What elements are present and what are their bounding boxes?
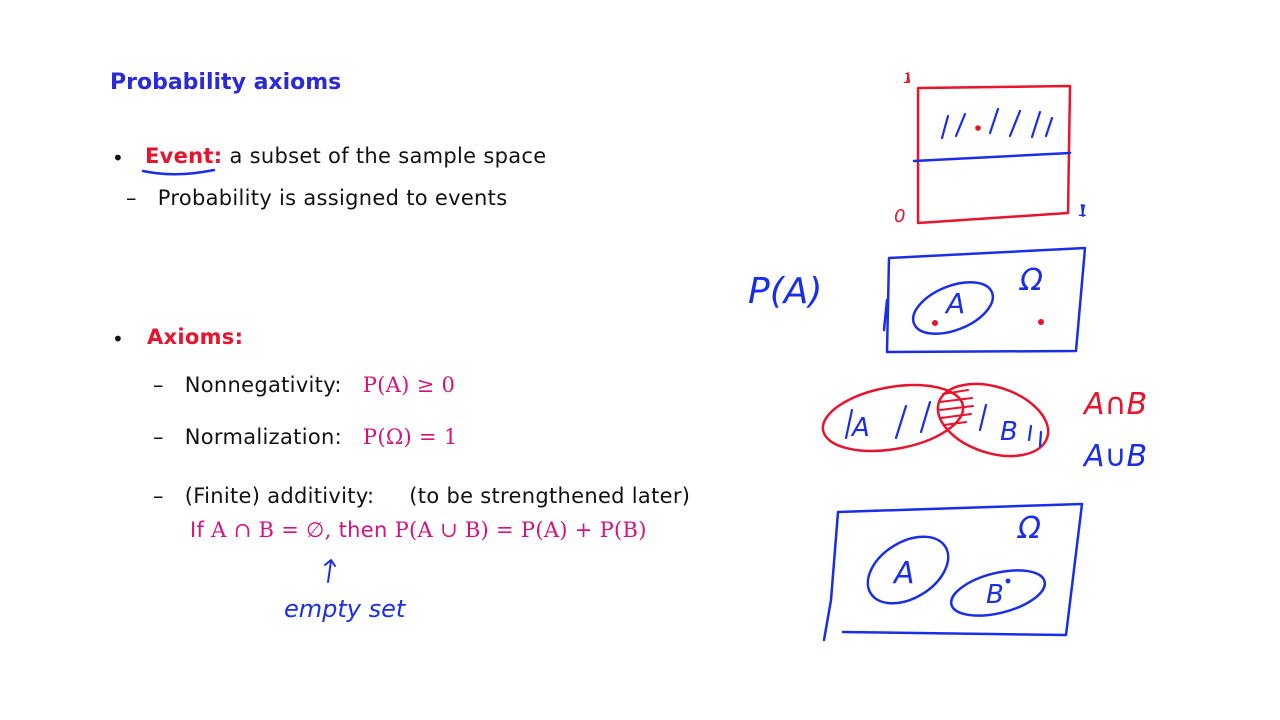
point-in-b <box>1006 579 1011 584</box>
disjoint-a-ellipse <box>856 523 960 617</box>
event-sub-line <box>126 186 507 210</box>
axiom-formula: P(Ω) = 1 <box>362 425 458 449</box>
axioms-term: Axioms: <box>147 325 244 349</box>
if-word: If <box>190 518 205 542</box>
event-line <box>145 144 546 168</box>
axiom-nonnegativity <box>153 373 455 397</box>
dash-icon: – <box>153 484 164 508</box>
additivity-formula: P(A ∪ B) = P(A) + P(B) <box>394 518 647 542</box>
square-hatching <box>942 109 1052 138</box>
empty-set-note: empty set <box>284 595 406 623</box>
axiom-formula: P(A) ≥ 0 <box>362 373 456 397</box>
dash-icon: – <box>153 373 164 397</box>
label-b: B <box>1000 417 1018 447</box>
axiom-additivity <box>153 484 690 508</box>
axiom-label: Normalization: <box>184 425 342 449</box>
intersection-shading <box>940 390 973 425</box>
dash-icon: – <box>153 425 164 449</box>
event-term: Event: <box>145 144 223 168</box>
label-omega: Ω <box>1018 511 1041 546</box>
additivity-formula-line <box>190 518 647 542</box>
square-divider <box>914 153 1070 161</box>
arrow-up-icon <box>325 560 335 582</box>
label-omega: Ω <box>1020 263 1043 298</box>
axiom-normalization <box>153 425 458 449</box>
event-sub-text: Probability is assigned to events <box>157 186 508 210</box>
event-definition: a subset of the sample space <box>229 144 547 168</box>
set-a-ellipse <box>818 375 969 461</box>
tick-mark <box>908 74 909 82</box>
unit-square <box>918 86 1070 223</box>
intersection-note: A∩B <box>1084 387 1148 422</box>
label-a: A <box>852 413 870 443</box>
union-note: A∪B <box>1084 439 1148 474</box>
probability-of-a-note: P(A) <box>748 271 823 312</box>
disjoint-b-ellipse <box>947 562 1050 624</box>
sample-space-box <box>884 248 1085 352</box>
slide-title: Probability axioms <box>110 70 342 95</box>
point-outside-a <box>1038 319 1044 325</box>
dash-icon: – <box>126 186 137 210</box>
then-word: then <box>338 518 388 542</box>
axis-label: 0 <box>894 206 906 227</box>
axiom-label: Nonnegativity: <box>184 373 342 397</box>
bullet-dot-axioms: • <box>112 327 124 351</box>
axis-label: 1 <box>903 71 912 87</box>
event-underline <box>143 170 214 174</box>
label-a: A <box>946 287 966 320</box>
disjoint-condition: A ∩ B = ∅, <box>211 518 332 542</box>
label-b: B <box>986 580 1004 610</box>
label-a: A <box>894 556 915 591</box>
disjoint-sample-space-box <box>824 504 1082 640</box>
event-a-ellipse <box>906 272 1000 344</box>
axiom-label: (Finite) additivity: <box>184 484 375 508</box>
axioms-line <box>147 325 243 349</box>
sample-point <box>975 125 981 131</box>
axiom-note: (to be strengthened later) <box>409 484 691 508</box>
union-hatching <box>846 402 1041 446</box>
axis-label: 1 <box>1078 201 1089 220</box>
set-b-ellipse <box>929 371 1058 469</box>
bullet-dot-event: • <box>112 146 124 170</box>
point-in-a <box>932 320 938 326</box>
tick-mark <box>1082 205 1083 216</box>
